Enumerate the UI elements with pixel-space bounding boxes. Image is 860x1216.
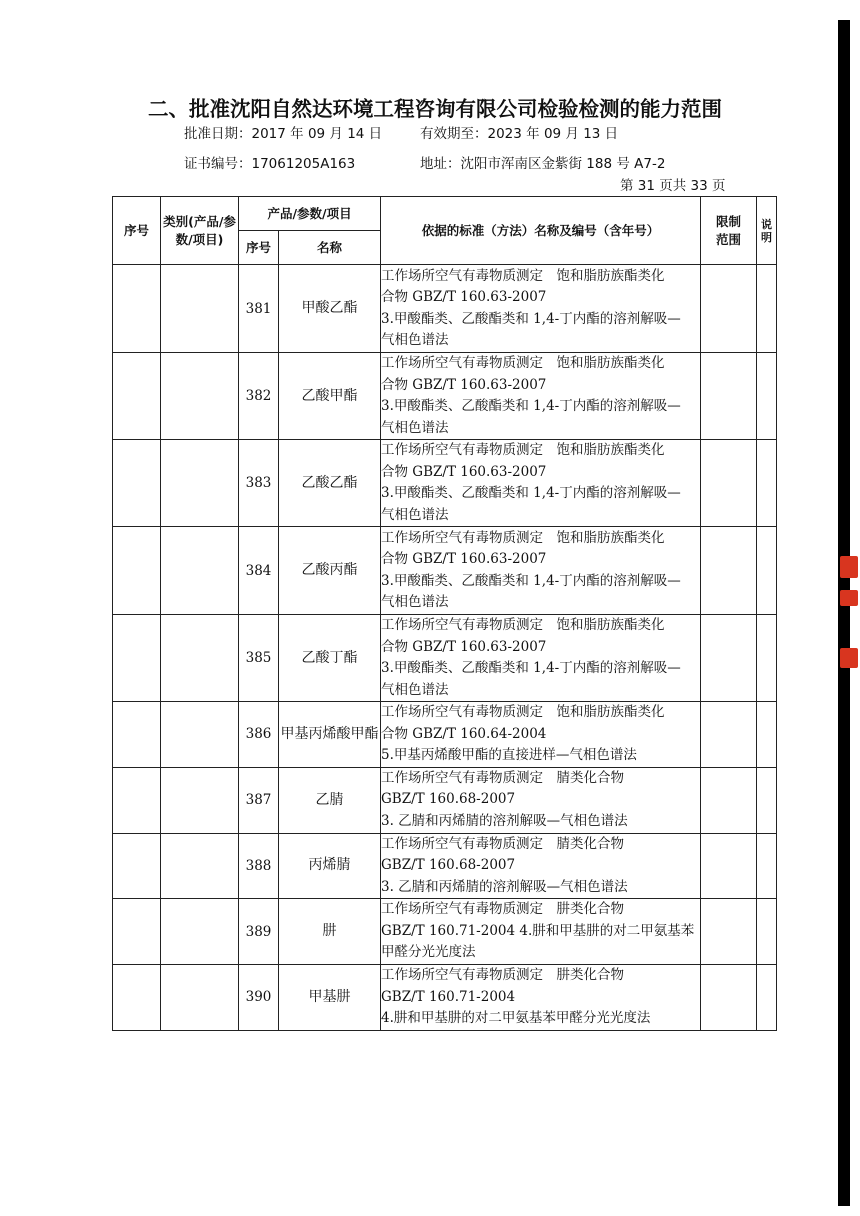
red-stamp-fragment (840, 556, 858, 578)
item-name: 乙腈 (279, 767, 381, 833)
item-name: 乙酸丁酯 (279, 615, 381, 702)
standard-line: 3.甲酸酯类、乙酸酯类和 1,4-丁内酯的溶剂解吸— (381, 572, 681, 589)
standard-line: 3.甲酸酯类、乙酸酯类和 1,4-丁内酯的溶剂解吸— (381, 485, 681, 501)
standard-line: 3. 乙腈和丙烯腈的溶剂解吸—气相色谱法 (381, 812, 628, 829)
standard-line: 气相色谱法 (381, 506, 449, 523)
header-sub-name: 名称 (279, 231, 381, 265)
capability-table (112, 196, 777, 1031)
standard-line: 工作场所空气有毒物质测定 肼类化合物 (381, 967, 625, 983)
category-cell (161, 899, 239, 965)
standard-line: GBZ/T 160.71-2004 4.肼和甲基肼的对二甲氨基苯 (381, 922, 695, 939)
approval-date: 批准日期：2017 年 09 月 14 日 (184, 126, 383, 142)
category-cell (161, 265, 239, 353)
standard-cell (381, 833, 701, 899)
standard-line: 合物 GBZ/T 160.63-2007 (381, 551, 547, 567)
standard-line: 甲醛分光光度法 (381, 944, 476, 961)
standard-line: 工作场所空气有毒物质测定 饱和脂肪族酯类化 (381, 355, 665, 371)
item-number: 389 (239, 899, 279, 965)
standard-line: 气相色谱法 (381, 681, 449, 698)
category-cell (161, 440, 239, 527)
standard-line: 合物 GBZ/T 160.63-2007 (381, 289, 547, 305)
note-cell (757, 440, 777, 527)
item-number: 385 (239, 615, 279, 702)
seq-cell (113, 965, 161, 1031)
standard-cell (381, 440, 701, 527)
red-stamp-fragment (840, 648, 858, 668)
header-sub-seq: 序号 (239, 231, 279, 265)
category-cell (161, 527, 239, 615)
standard-cell (381, 615, 701, 702)
limit-cell (701, 440, 757, 527)
category-cell (161, 833, 239, 899)
table-row (113, 767, 777, 833)
note-cell (757, 527, 777, 615)
note-cell (757, 353, 777, 440)
table-row (113, 615, 777, 702)
category-cell (161, 965, 239, 1031)
page-indicator: 第 31 页共 33 页 (620, 178, 726, 194)
item-name: 乙酸乙酯 (279, 440, 381, 527)
seq-cell (113, 833, 161, 899)
limit-cell (701, 527, 757, 615)
standard-line: 工作场所空气有毒物质测定 饱和脂肪族酯类化 (381, 704, 665, 720)
limit-cell (701, 767, 757, 833)
standard-line: 合物 GBZ/T 160.63-2007 (381, 376, 547, 393)
item-number: 388 (239, 833, 279, 899)
note-cell (757, 965, 777, 1031)
standard-cell (381, 899, 701, 965)
standard-line: 气相色谱法 (381, 594, 449, 610)
standard-cell (381, 353, 701, 440)
standard-line: 工作场所空气有毒物质测定 饱和脂肪族酯类化 (381, 617, 665, 633)
table-row (113, 265, 777, 353)
standard-line: 5.甲基丙烯酸甲酯的直接进样—气相色谱法 (381, 747, 637, 763)
header-note: 说明 (757, 197, 777, 265)
item-number: 390 (239, 965, 279, 1031)
header-limit: 限制范围 (701, 197, 757, 265)
limit-cell (701, 833, 757, 899)
item-name: 肼 (279, 899, 381, 965)
standard-line: 工作场所空气有毒物质测定 饱和脂肪族酯类化 (381, 267, 665, 284)
table-row (113, 833, 777, 899)
scan-edge-bar (838, 20, 850, 1206)
item-name: 丙烯腈 (279, 833, 381, 899)
standard-line: 3.甲酸酯类、乙酸酯类和 1,4-丁内酯的溶剂解吸— (381, 660, 681, 676)
valid-until: 有效期至：2023 年 09 月 13 日 (420, 126, 619, 142)
note-cell (757, 767, 777, 833)
item-number: 386 (239, 702, 279, 768)
limit-cell (701, 353, 757, 440)
seq-cell (113, 265, 161, 353)
table-row (113, 899, 777, 965)
standard-line: 工作场所空气有毒物质测定 腈类化合物 (381, 769, 625, 786)
standard-line: GBZ/T 160.71-2004 (381, 988, 516, 1005)
item-number: 383 (239, 440, 279, 527)
standard-line: 合物 GBZ/T 160.64-2004 (381, 725, 547, 742)
standard-line: GBZ/T 160.68-2007 (381, 791, 516, 808)
item-number: 387 (239, 767, 279, 833)
header-category: 类别(产品/参数/项目) (161, 197, 239, 265)
category-cell (161, 353, 239, 440)
note-cell (757, 702, 777, 768)
seq-cell (113, 615, 161, 702)
header-seq: 序号 (113, 197, 161, 265)
standard-line: 3. 乙腈和丙烯腈的溶剂解吸—气相色谱法 (381, 878, 628, 895)
table-row (113, 702, 777, 768)
standard-line: 4.肼和甲基肼的对二甲氨基苯甲醛分光光度法 (381, 1010, 651, 1026)
limit-cell (701, 265, 757, 353)
table-row (113, 965, 777, 1031)
limit-cell (701, 965, 757, 1031)
certificate-number: 证书编号：17061205A163 (184, 156, 356, 172)
standard-cell (381, 527, 701, 615)
limit-cell (701, 615, 757, 702)
standard-cell (381, 767, 701, 833)
header-standard: 依据的标准（方法）名称及编号（含年号） (381, 197, 701, 265)
standard-line: 工作场所空气有毒物质测定 腈类化合物 (381, 835, 625, 852)
seq-cell (113, 899, 161, 965)
standard-line: 工作场所空气有毒物质测定 饱和脂肪族酯类化 (381, 442, 665, 458)
item-name: 乙酸丙酯 (279, 527, 381, 615)
standard-line: 工作场所空气有毒物质测定 饱和脂肪族酯类化 (381, 529, 665, 546)
item-name: 乙酸甲酯 (279, 353, 381, 440)
category-cell (161, 702, 239, 768)
standard-line: 3.甲酸酯类、乙酸酯类和 1,4-丁内酯的溶剂解吸— (381, 310, 681, 327)
standard-cell (381, 965, 701, 1031)
table-row (113, 440, 777, 527)
seq-cell (113, 440, 161, 527)
standard-line: 气相色谱法 (381, 419, 449, 436)
table-row (113, 353, 777, 440)
standard-line: 合物 GBZ/T 160.63-2007 (381, 638, 547, 655)
item-name: 甲酸乙酯 (279, 265, 381, 353)
standard-cell (381, 265, 701, 353)
standard-line: 合物 GBZ/T 160.63-2007 (381, 463, 547, 480)
limit-cell (701, 702, 757, 768)
limit-cell (701, 899, 757, 965)
seq-cell (113, 702, 161, 768)
item-name: 甲基丙烯酸甲酯 (279, 702, 381, 768)
item-number: 384 (239, 527, 279, 615)
standard-line: 气相色谱法 (381, 332, 449, 348)
category-cell (161, 615, 239, 702)
note-cell (757, 833, 777, 899)
page-title: 二、批准沈阳自然达环境工程咨询有限公司检验检测的能力范围 (148, 97, 722, 121)
red-stamp-fragment (840, 590, 858, 606)
table-row (113, 527, 777, 615)
standard-cell (381, 702, 701, 768)
category-cell (161, 767, 239, 833)
item-name: 甲基肼 (279, 965, 381, 1031)
standard-line: GBZ/T 160.68-2007 (381, 857, 516, 873)
address: 地址：沈阳市浑南区金紫街 188 号 A7-2 (420, 156, 666, 172)
seq-cell (113, 767, 161, 833)
header-product-group: 产品/参数/项目 (239, 197, 381, 231)
item-number: 382 (239, 353, 279, 440)
item-number: 381 (239, 265, 279, 353)
note-cell (757, 265, 777, 353)
standard-line: 工作场所空气有毒物质测定 肼类化合物 (381, 901, 625, 918)
note-cell (757, 615, 777, 702)
seq-cell (113, 527, 161, 615)
standard-line: 3.甲酸酯类、乙酸酯类和 1,4-丁内酯的溶剂解吸— (381, 398, 681, 414)
seq-cell (113, 353, 161, 440)
note-cell (757, 899, 777, 965)
